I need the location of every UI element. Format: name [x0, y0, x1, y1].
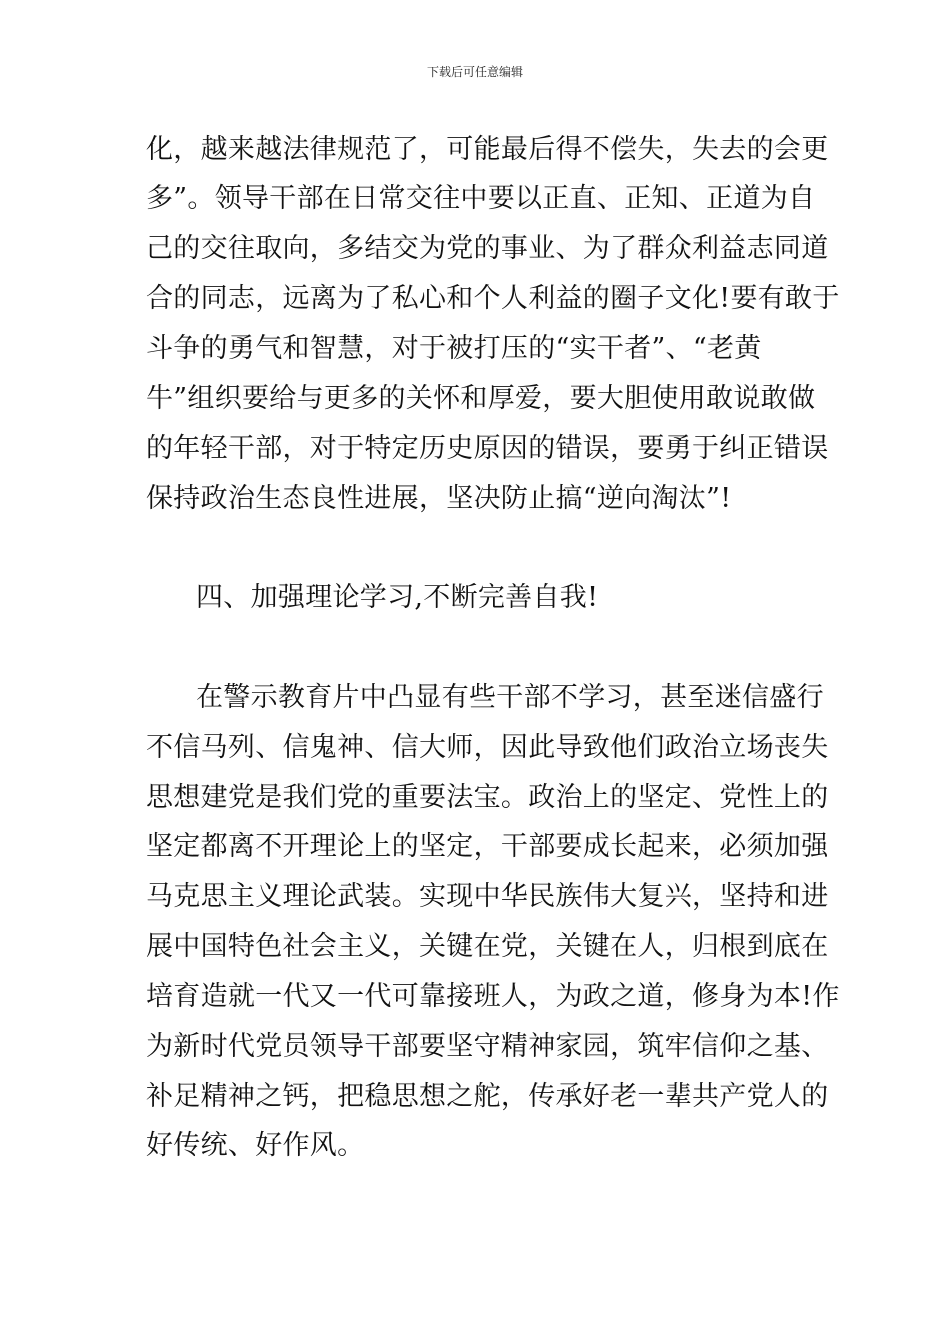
page-header: 下载后可任意编辑	[426, 65, 523, 79]
paragraph-line: 为新时代党员领导干部要坚守精神家园，筑牢信仰之基、	[146, 1031, 829, 1062]
paragraph-line: 的年轻干部，对于特定历史原因的错误，要勇于纠正错误	[146, 433, 829, 464]
paragraph-line: 不信马列、信鬼神、信大师，因此导致他们政治立场丧失	[146, 732, 829, 763]
paragraph-line: 己的交往取向，多结交为党的事业、为了群众利益志同道	[146, 233, 829, 264]
paragraph-line: 在警示教育片中凸显有些干部不学习，甚至迷信盛行	[196, 682, 824, 713]
paragraph-line: 斗争的勇气和智慧，对于被打压的“实干者”、“老黄	[146, 333, 762, 364]
paragraph-line: 牛”组织要给与更多的关怀和厚爱，要大胆使用敢说敢做	[146, 383, 816, 414]
paragraph-line: 马克思主义理论武装。实现中华民族伟大复兴，坚持和进	[146, 881, 829, 912]
section-heading: 四、加强理论学习,不断完善自我!	[196, 582, 599, 613]
paragraph-line: 化，越来越法律规范了，可能最后得不偿失，失去的会更	[146, 134, 829, 165]
paragraph-line: 多”。领导干部在日常交往中要以正直、正知、正道为自	[146, 183, 816, 214]
paragraph-line: 思想建党是我们党的重要法宝。政治上的坚定、党性上的	[146, 782, 829, 813]
paragraph-line: 补足精神之钙，把稳思想之舵，传承好老一辈共产党人的	[146, 1081, 829, 1112]
paragraph-line: 坚定都离不开理论上的坚定，干部要成长起来，必须加强	[146, 831, 829, 862]
paragraph-line: 保持政治生态良性进展，坚决防止搞“逆向淘汰”!	[146, 483, 732, 514]
paragraph-line: 培育造就一代又一代可靠接班人，为政之道，修身为本!作	[146, 981, 840, 1012]
paragraph-line: 展中国特色社会主义，关键在党，关键在人，归根到底在	[146, 931, 829, 962]
paragraph-line: 好传统、好作风。	[146, 1130, 365, 1161]
paragraph-line: 合的同志，远离为了私心和个人利益的圈子文化!要有敢于	[146, 283, 840, 314]
